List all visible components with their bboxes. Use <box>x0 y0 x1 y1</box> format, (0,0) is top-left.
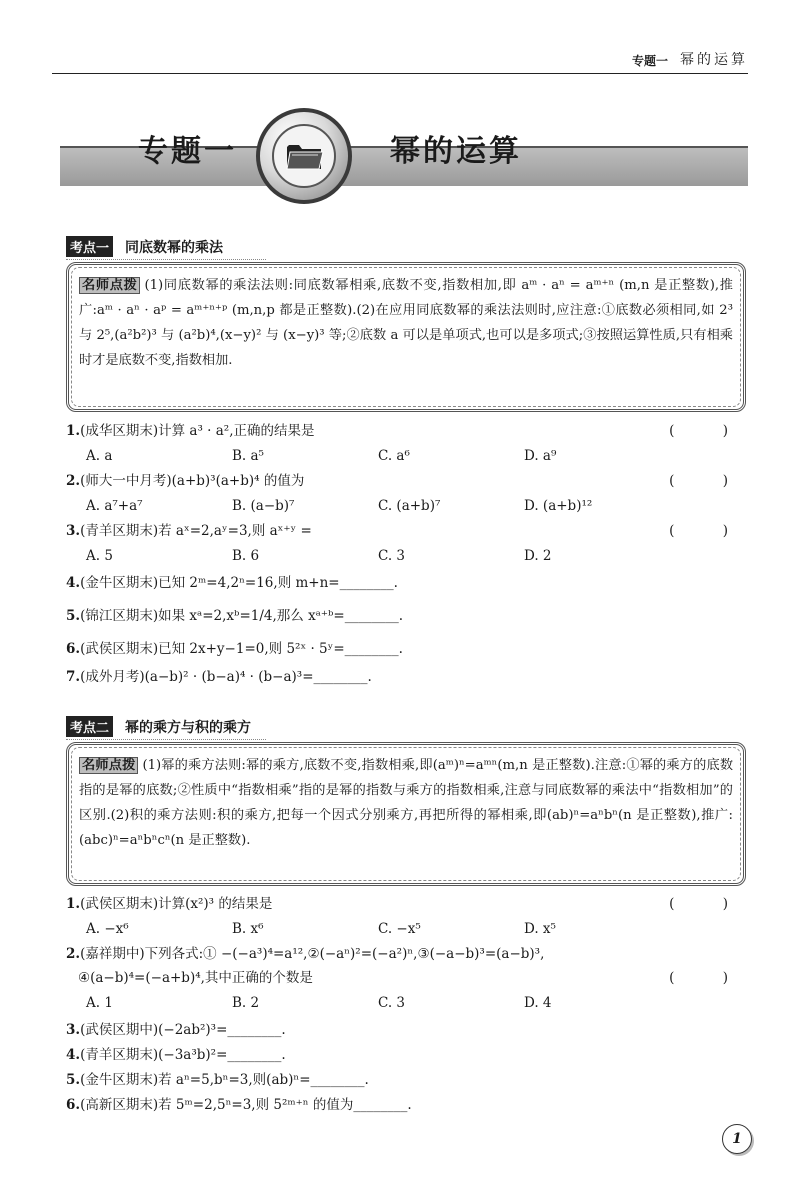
folder-icon <box>272 124 336 188</box>
question-text: (武侯区期中)(−2ab²)³=________. <box>80 1022 286 1038</box>
running-head-topic: 专题一 <box>631 54 668 68</box>
question-1-6 <box>66 638 756 660</box>
option: D. x⁵ <box>524 921 556 937</box>
running-head <box>52 50 748 74</box>
answer-paren: ( ) <box>669 523 750 539</box>
banner-title-right: 幂的运算 <box>390 134 522 169</box>
question-2-6 <box>66 1094 756 1116</box>
option: A. 5 <box>86 548 113 564</box>
question-1-1 <box>66 420 756 442</box>
question-2-3 <box>66 1019 756 1041</box>
question-text: (金牛区期末)已知 2ᵐ=4,2ⁿ=16,则 m+n=________. <box>80 575 398 591</box>
option: D. 4 <box>524 995 552 1011</box>
option: B. x⁶ <box>232 921 264 937</box>
options-1-2 <box>86 495 686 517</box>
tip-text: (1)幂的乘方法则:幂的乘方,底数不变,指数相乘,即(aᵐ)ⁿ=aᵐⁿ(m,n 是正整数).注意:①幂的乘方的底数指的是幂的底数;②性质中“指数相乘”指的是幂的指数与乘方的指数相乘,注意与同底数幂的乘法中“指数相加”的区别.(2)积的乘方法则:积的乘方,把每一个因式分别乘方,再把所得的幂相乘,即(ab)ⁿ=aⁿbⁿ(n 是正整数),推广:(abc)ⁿ=aⁿbⁿcⁿ(n 是正整数). <box>79 758 734 848</box>
question-number: 5. <box>66 608 81 624</box>
question-text: (武侯区期末)计算(x²)³ 的结果是 <box>80 896 273 912</box>
question-text: (成华区期末)计算 a³ · a²,正确的结果是 <box>80 423 315 439</box>
options-1-1 <box>86 445 686 467</box>
option: B. 6 <box>232 548 260 564</box>
answer-paren: ( ) <box>669 896 750 912</box>
option: B. a⁵ <box>232 448 264 464</box>
option: C. −x⁵ <box>378 921 421 937</box>
option: C. 3 <box>378 995 406 1011</box>
question-text: (锦江区期末)如果 xᵃ=2,xᵇ=1/4,那么 xᵃ⁺ᵇ=________. <box>80 608 404 624</box>
question-text: (青羊区期末)(−3a³b)²=________. <box>80 1047 286 1063</box>
answer-paren: ( ) <box>669 970 750 986</box>
question-number: 6. <box>66 641 81 657</box>
option: A. −x⁶ <box>86 921 129 937</box>
option: D. 2 <box>524 548 552 564</box>
answer-paren: ( ) <box>669 473 750 489</box>
options-2-2 <box>86 992 686 1014</box>
option: D. a⁹ <box>524 448 557 464</box>
question-number: 2. <box>66 946 81 962</box>
options-1-3 <box>86 545 686 567</box>
tip-tag: 名师点拨 <box>79 757 138 774</box>
question-number: 2. <box>66 473 81 489</box>
option: A. a⁷+a⁷ <box>86 498 143 514</box>
question-text: (青羊区期末)若 aˣ=2,aʸ=3,则 aˣ⁺ʸ = <box>80 523 312 539</box>
question-2-2-cont <box>66 967 756 989</box>
question-number: 6. <box>66 1097 81 1113</box>
option: B. (a−b)⁷ <box>232 498 295 514</box>
question-2-2 <box>66 943 756 965</box>
question-number: 4. <box>66 575 81 591</box>
question-1-7 <box>66 666 756 688</box>
section-1-tip-box <box>66 262 746 412</box>
option: B. 2 <box>232 995 260 1011</box>
question-number: 3. <box>66 1022 81 1038</box>
question-number: 1. <box>66 896 81 912</box>
question-number: 3. <box>66 523 81 539</box>
section-1-tag: 考点一 <box>66 236 113 257</box>
question-2-1 <box>66 893 756 915</box>
chapter-banner <box>60 108 748 194</box>
section-1-title: 同底数幂的乘法 <box>125 239 224 256</box>
question-number: 4. <box>66 1047 81 1063</box>
option: C. a⁶ <box>378 448 410 464</box>
question-text: ④(a−b)⁴=(−a+b)⁴,其中正确的个数是 <box>78 970 313 986</box>
option: C. (a+b)⁷ <box>378 498 441 514</box>
question-1-3 <box>66 520 756 542</box>
option: C. 3 <box>378 548 406 564</box>
question-text: (金牛区期末)若 aⁿ=5,bⁿ=3,则(ab)ⁿ=________. <box>80 1072 369 1088</box>
page-number: 1 <box>722 1124 752 1154</box>
tip-tag: 名师点拨 <box>79 277 140 294</box>
question-number: 5. <box>66 1072 81 1088</box>
section-1-header <box>66 236 266 260</box>
question-text: (嘉祥期中)下列各式:① −(−a³)⁴=a¹²,②(−aⁿ)²=(−a²)ⁿ,③(−a−b)³=(a−b)³, <box>80 946 545 962</box>
option: D. (a+b)¹² <box>524 498 593 514</box>
question-1-4 <box>66 572 756 594</box>
question-text: (武侯区期末)已知 2x+y−1=0,则 5²ˣ · 5ʸ=________. <box>80 641 403 657</box>
question-text: (成外月考)(a−b)² · (b−a)⁴ · (b−a)³=________. <box>80 669 372 685</box>
running-head-title: 幂的运算 <box>680 52 748 68</box>
banner-emblem <box>256 108 352 204</box>
question-number: 7. <box>66 669 81 685</box>
options-2-1 <box>86 918 686 940</box>
tip-text: (1)同底数幂的乘法法则:同底数幂相乘,底数不变,指数相加,即 aᵐ · aⁿ = aᵐ⁺ⁿ (m,n 是正整数),推广:aᵐ · aⁿ · aᵖ = aᵐ⁺ⁿ⁺ᵖ (m,n,p 都是正整数).(2)在应用同底数幂的乘法法则时,应注意:①底数必须相同,如 2³ 与 2⁵,(a²b²)³ 与 (a²b)⁴,(x−y)² 与 (x−y)³ 等;②底数 a 可以是单项式,也可以是多项式;③按照运算性质,只有相乘时才是底数不变,指数相加. <box>79 278 733 368</box>
section-2-header <box>66 716 266 740</box>
question-1-2 <box>66 470 756 492</box>
banner-title-left: 专题一 <box>138 134 237 169</box>
section-2-tip-box <box>66 742 746 886</box>
question-number: 1. <box>66 423 81 439</box>
question-text: (高新区期末)若 5ᵐ=2,5ⁿ=3,则 5²ᵐ⁺ⁿ 的值为________. <box>80 1097 412 1113</box>
section-2-title: 幂的乘方与积的乘方 <box>125 719 252 736</box>
question-2-4 <box>66 1044 756 1066</box>
answer-paren: ( ) <box>669 423 750 439</box>
option: A. a <box>86 448 113 464</box>
option: A. 1 <box>86 995 113 1011</box>
question-1-5 <box>66 605 756 627</box>
section-2-tag: 考点二 <box>66 716 113 737</box>
question-2-5 <box>66 1069 756 1091</box>
question-text: (师大一中月考)(a+b)³(a+b)⁴ 的值为 <box>80 473 305 489</box>
